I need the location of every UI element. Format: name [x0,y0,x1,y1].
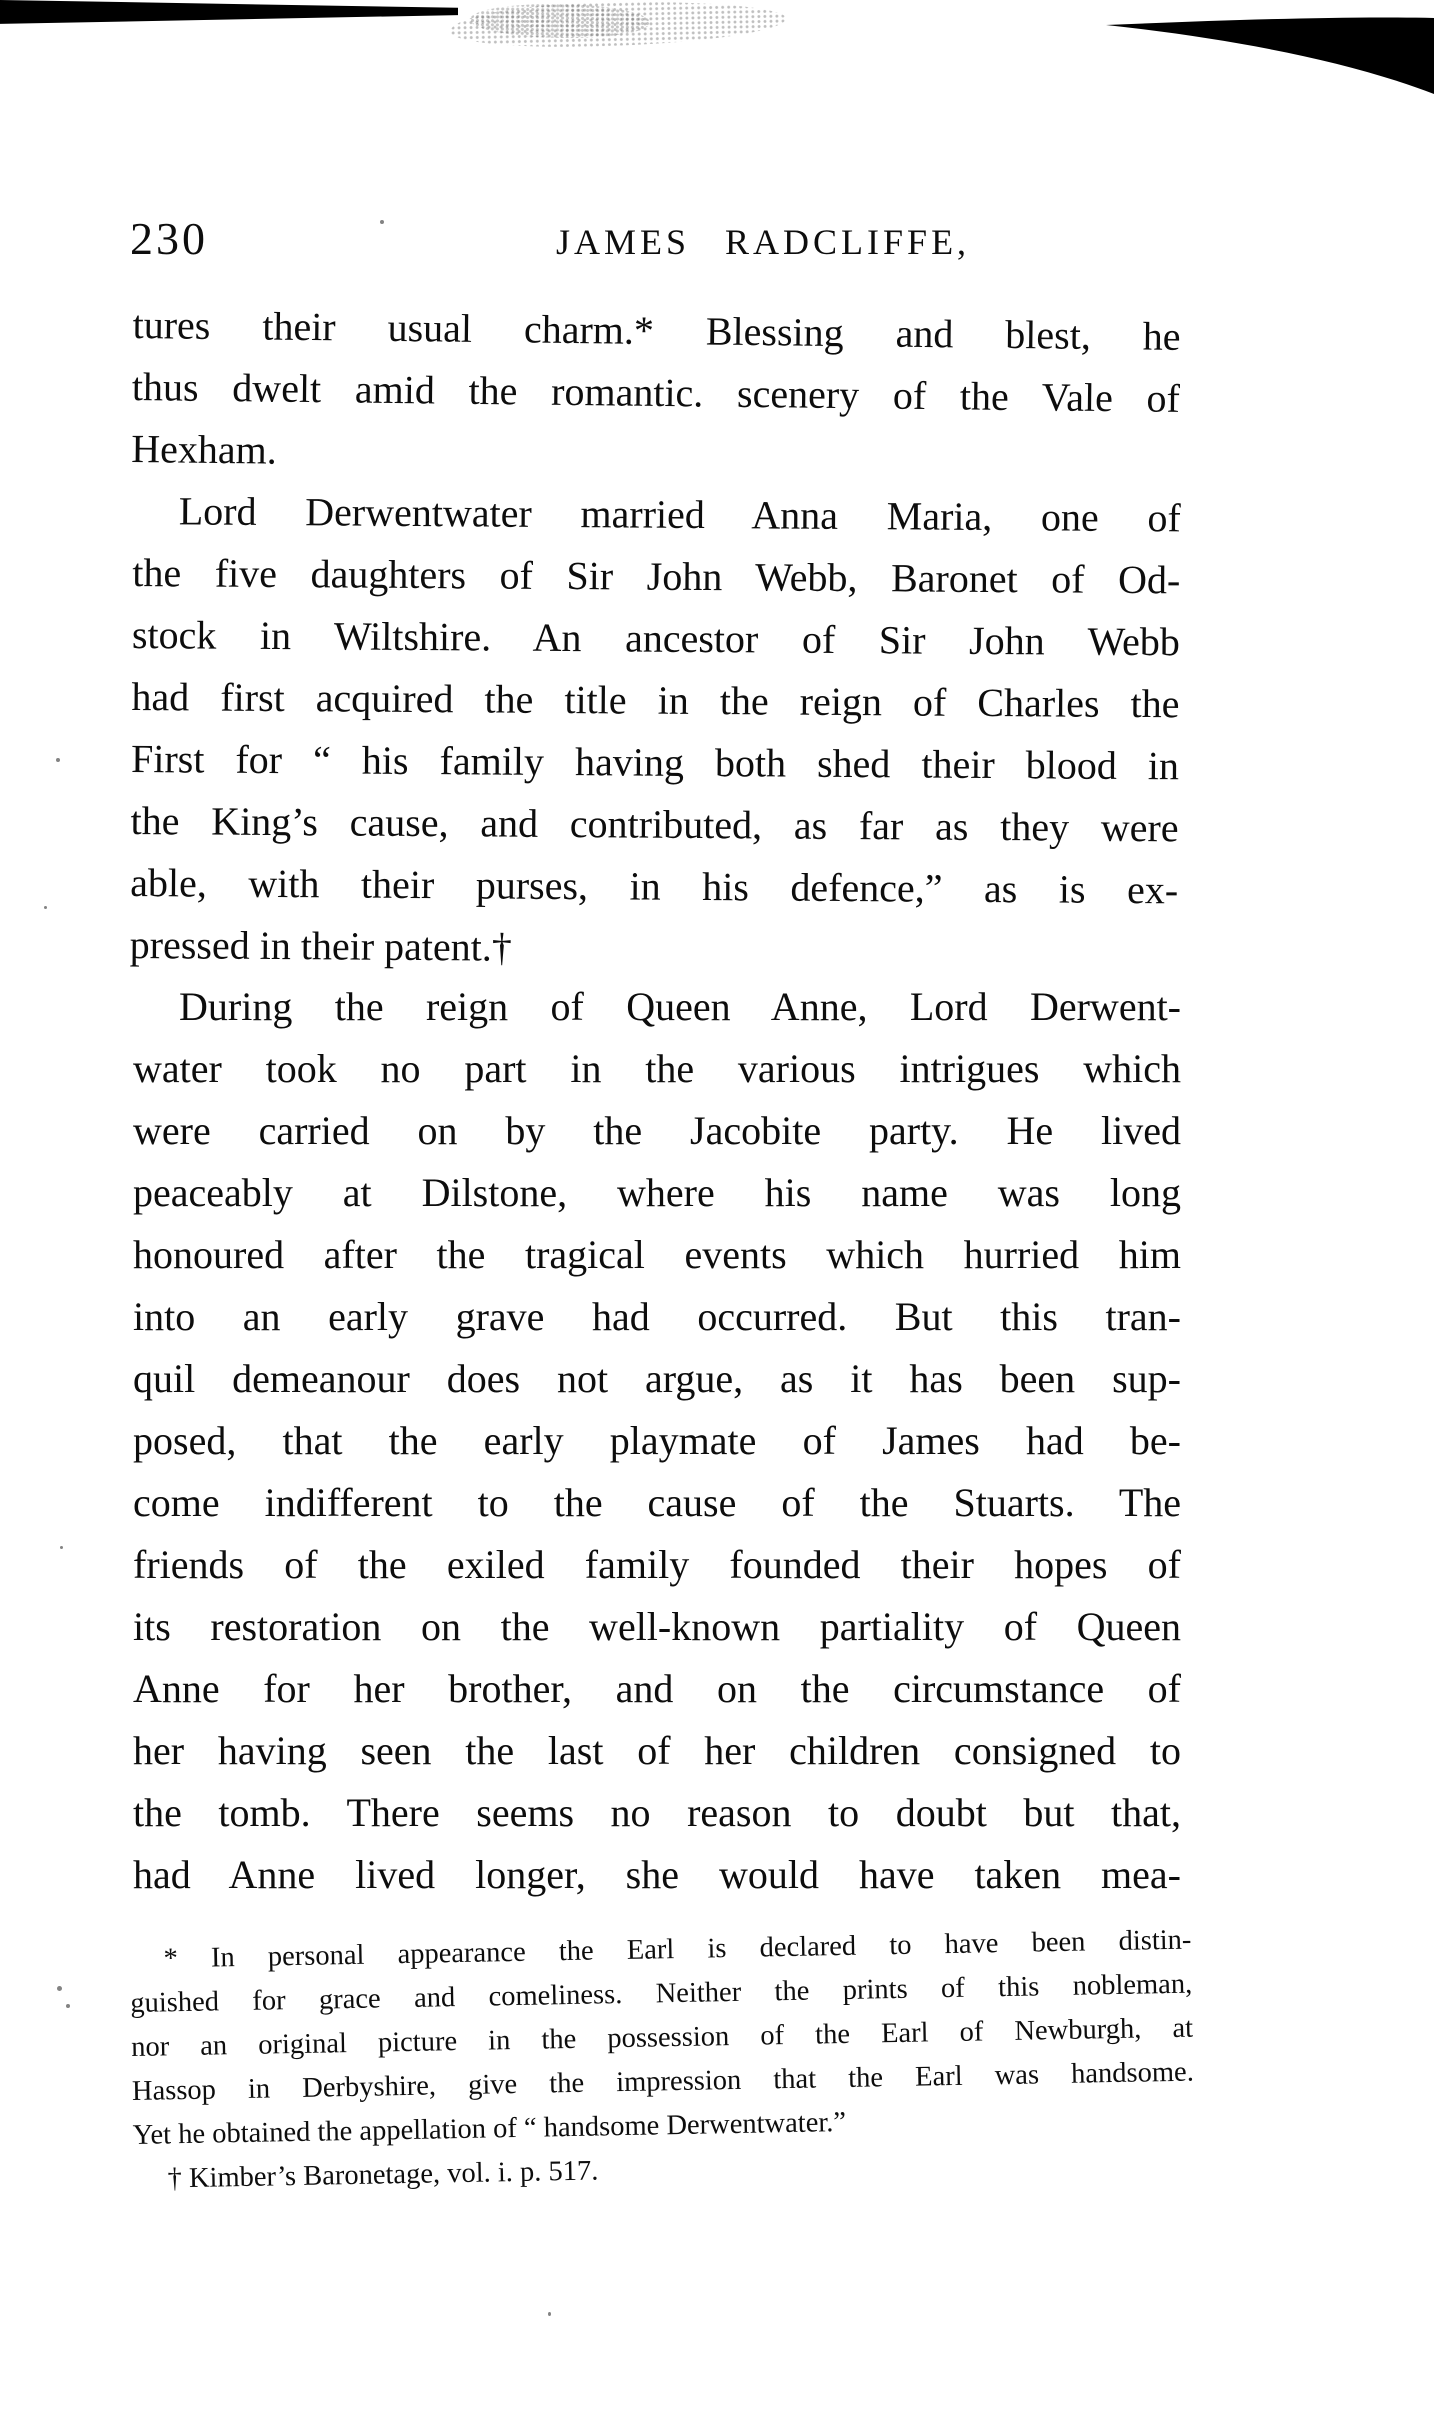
text-line: its restoration on the well-known partiality of Queen [133,1604,1181,1649]
text-line: tures their usual charm.* Blessing and blest, he [132,301,1181,359]
footnote [129,1919,1195,2158]
text-line: come indifferent to the cause of the Stuarts. The [133,1480,1181,1525]
text-line: pressed in their patent.† [129,921,513,970]
footnote-line: † Kimber’s Baronetage, vol. i. p. 517. [167,2155,599,2195]
body-text [129,294,1181,1906]
page-number: 230 [130,213,208,264]
text-line: friends of the exiled family founded their hopes of [133,1542,1181,1587]
ink-speck [380,220,384,224]
text-line: honoured after the tragical events which hurried him [133,1232,1181,1277]
text-line: Lord Derwentwater married Anna Maria, one of [178,488,1181,541]
running-header-title: JAMES RADCLIFFE, [556,222,971,262]
text-line: thus dwelt amid the romantic. scenery of the Vale of [131,363,1181,421]
text-line: Anne for her brother, and on the circumstance of [133,1666,1181,1711]
ink-speck [56,758,60,762]
text-line: quil demeanour does not argue, as it has been sup- [133,1356,1181,1401]
text-line: First for “ his family having both shed their blood in [130,735,1180,789]
scan-artifact-top-right-swoosh [1106,16,1434,102]
footnote-line: * In personal appearance the Earl is declared to have been distin- [163,1924,1192,1975]
text-line: had Anne lived longer, she would have taken mea- [133,1852,1181,1897]
text-line: the tomb. There seems no reason to doubt but that, [133,1790,1181,1835]
text-line: her having seen the last of her children consigned to [133,1728,1181,1773]
text-line: stock in Wiltshire. An ancestor of Sir John Webb [131,611,1181,665]
text-line: the five daughters of Sir John Webb, Baronet of Od- [132,549,1181,603]
text-line: Hexham. [130,425,278,473]
paragraph [130,480,1181,983]
text-line: had first acquired the title in the reign of Charles the [131,673,1180,727]
text-line: posed, that the early playmate of James had be- [133,1418,1181,1463]
footnote-line: Hassop in Derbyshire, give the impression that the Earl was handsome. [131,2056,1195,2108]
text-line: into an early grave had occurred. But this tran- [133,1294,1181,1339]
ink-speck [57,1986,62,1991]
paragraph [133,976,1181,1906]
ink-speck [44,906,47,909]
ink-speck [60,1546,63,1549]
ink-speck [66,2004,70,2008]
footnote-line: Yet he obtained the appellation of “ handsome Derwentwater.” [132,2106,847,2152]
footnote-line: guished for grace and comeliness. Neither the prints of this nobleman, [130,1968,1193,2020]
text-line: the King’s cause, and contributed, as far as they were [130,797,1179,851]
footnotes [129,1919,1196,2202]
paragraph [131,294,1181,492]
text-line: During the reign of Queen Anne, Lord Derwent- [179,984,1181,1029]
ink-speck [548,2312,551,2316]
scan-artifact-top-left-wedge [0,0,458,26]
footnote-line: nor an original picture in the possession of the Earl of Newburgh, at [130,2012,1194,2064]
text-line: able, with their purses, in his defence,” as is ex- [130,859,1179,913]
text-line: peaceably at Dilstone, where his name was long [133,1170,1181,1215]
text-line: water took no part in the various intrigues which [133,1046,1181,1091]
text-line: were carried on by the Jacobite party. He lived [133,1108,1181,1153]
